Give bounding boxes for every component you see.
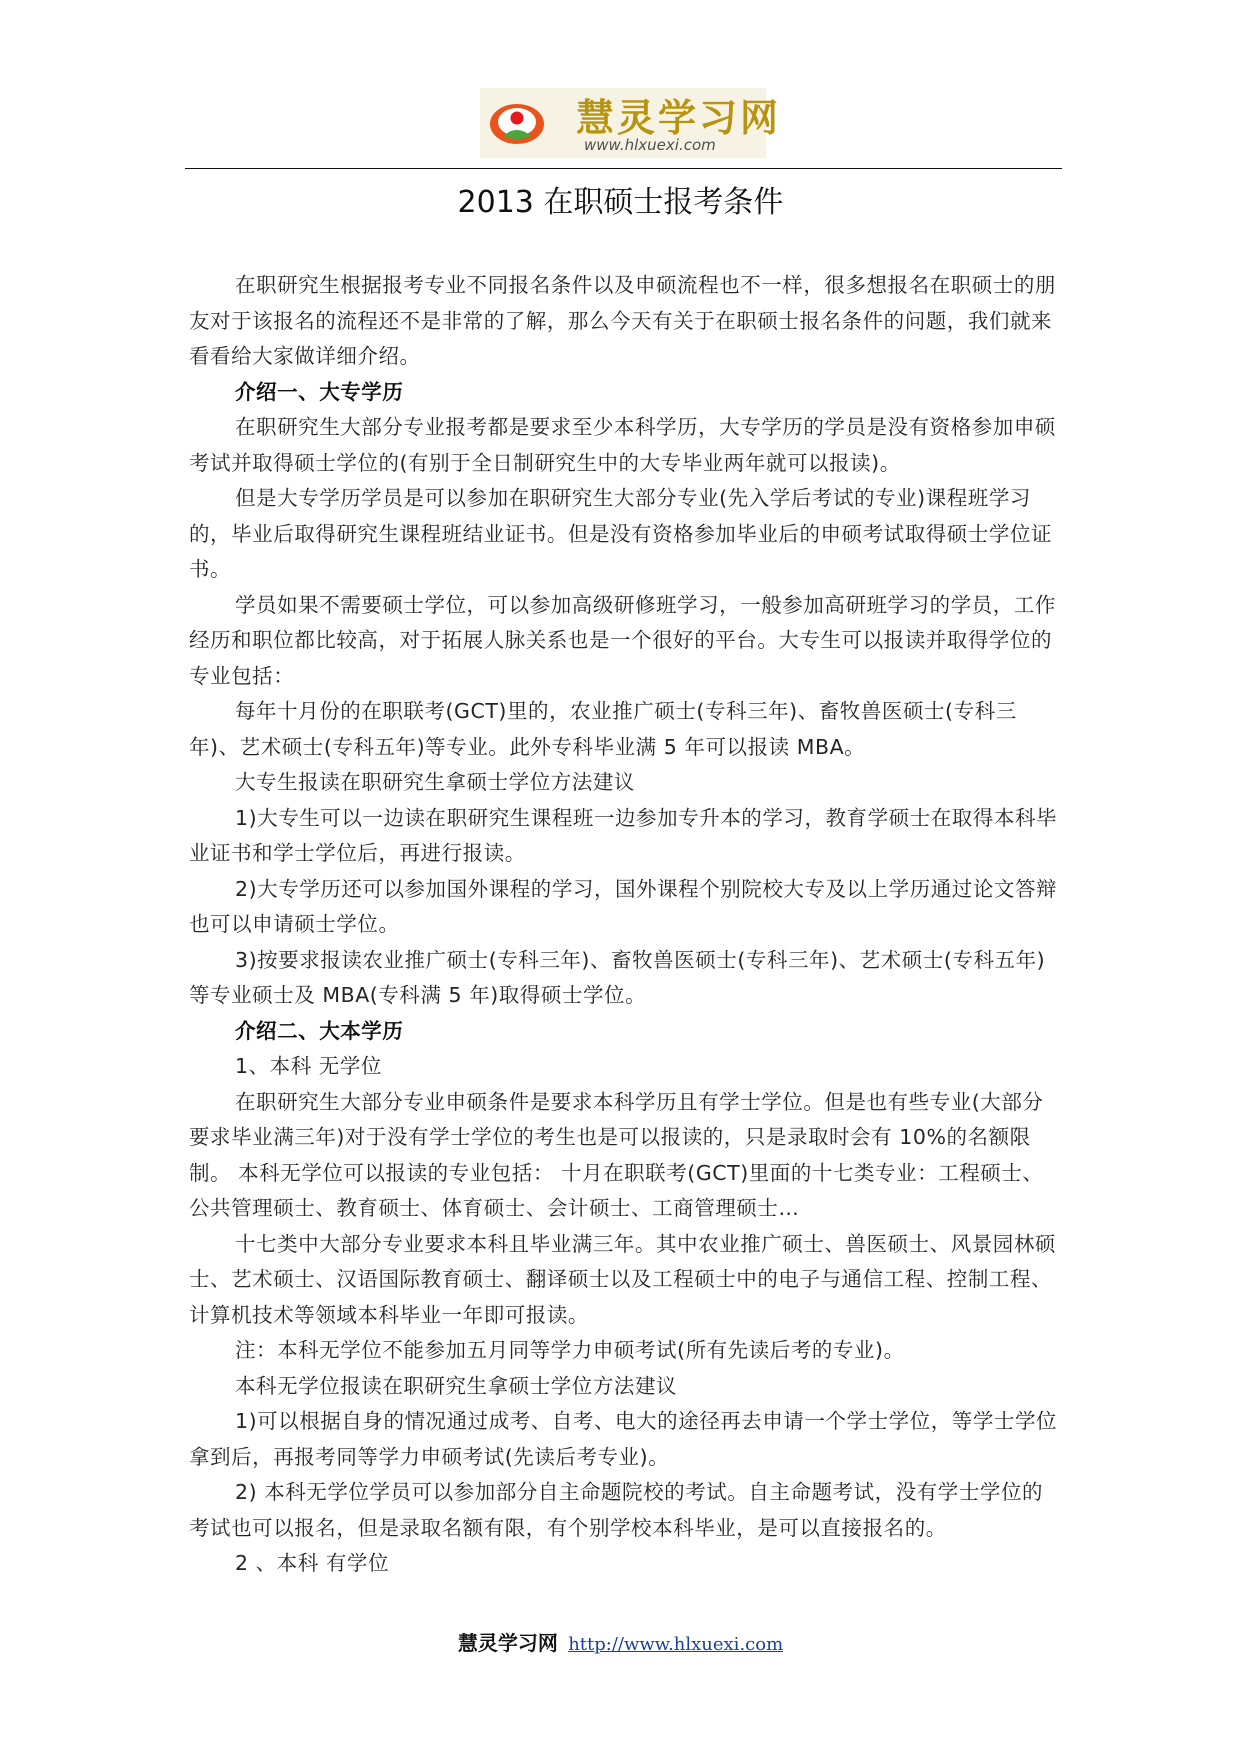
paragraph: 本科无学位报读在职研究生拿硕士学位方法建议 xyxy=(235,1373,678,1398)
person-logo-icon xyxy=(488,102,546,146)
paragraph: 大专生报读在职研究生拿硕士学位方法建议 xyxy=(235,770,635,794)
paragraph: 但是大专学历学员是可以参加在职研究生大部分专业(先入学后考试的专业)课程班学习的，毕业后取得研究生课程班结业证书。但是没有资格参加毕业后的申硕考试取得硕士学位证书。 xyxy=(189,486,1053,581)
logo-text: 慧灵学习网 xyxy=(576,95,782,140)
footer-link[interactable]: http://www.hlxuexi.com xyxy=(568,1634,784,1655)
paragraph: 每年十月份的在职联考(GCT)里的，农业推广硕士(专科三年)、畜牧兽医硕士(专科三年)、艺术硕士(专科五年)等专业。此外专科毕业满 5 年可以报读 MBA。 xyxy=(189,699,1017,759)
page-footer xyxy=(0,1628,1241,1660)
paragraph: 学员如果不需要硕士学位，可以参加高级研修班学习，一般参加高研班学习的学员，工作经历和职位都比较高，对于拓展人脉关系也是一个很好的平台。大专生可以报读并取得学位的专业包括： xyxy=(189,592,1056,688)
site-logo xyxy=(480,88,782,158)
paragraph: 十七类中大部分专业要求本科且毕业满三年。其中农业推广硕士、兽医硕士、风景园林硕士、艺术硕士、汉语国际教育硕士、翻译硕士以及工程硕士中的电子与通信工程、控制工程、计算机技术等领域本科毕业一年即可报读。 xyxy=(189,1231,1056,1327)
paragraph: 在职研究生大部分专业申硕条件是要求本科学历且有学士学位。但是也有些专业(大部分要求毕业满三年)对于没有学士学位的考生也是可以报读的，只是录取时会有 10%的名额限制。 本科无学位可以报读的专业包括： 十月在职联考(GCT)里面的十七类专业：工程硕士、公共管理硕士、教育硕士、体育硕士、会计硕士、工商管理硕士… xyxy=(189,1089,1044,1220)
paragraph: 2) 本科无学位学员可以参加部分自主命题院校的考试。自主命题考试，没有学士学位的考试也可以报名，但是录取名额有限，有个别学校本科毕业，是可以直接报名的。 xyxy=(189,1480,1044,1540)
paragraph: 3)按要求报读农业推广硕士(专科三年)、畜牧兽医硕士(专科三年)、艺术硕士(专科五年)等专业硕士及 MBA(专科满 5 年)取得硕士学位。 xyxy=(189,947,1046,1007)
footer-site-name: 慧灵学习网 xyxy=(457,1631,558,1655)
paragraph: 在职研究生根据报考专业不同报名条件以及申硕流程也不一样，很多想报名在职硕士的朋友对于该报名的流程还不是非常的了解，那么今天有关于在职硕士报名条件的问题，我们就来看看给大家做详细介绍。 xyxy=(189,273,1056,368)
paragraph: 介绍一、大专学历 xyxy=(235,379,404,404)
document-title: 2013 在职硕士报考条件 xyxy=(457,185,784,220)
document-body xyxy=(189,268,1059,1582)
paragraph: 注：本科无学位不能参加五月同等学力申硕考试(所有先读后考的专业)。 xyxy=(235,1338,905,1362)
paragraph: 1、本科 无学位 xyxy=(235,1054,382,1078)
paragraph: 1)大专生可以一边读在职研究生课程班一边参加专升本的学习，教育学硕士在取得本科毕业证书和学士学位后，再进行报读。 xyxy=(189,805,1058,865)
paragraph: 2)大专学历还可以参加国外课程的学习，国外课程个别院校大专及以上学历通过论文答辩也可以申请硕士学位。 xyxy=(189,876,1058,936)
paragraph: 2 、本科 有学位 xyxy=(235,1551,390,1575)
paragraph: 介绍二、大本学历 xyxy=(235,1018,404,1043)
paragraph: 在职研究生大部分专业报考都是要求至少本科学历，大专学历的学员是没有资格参加申硕考试并取得硕士学位的(有别于全日制研究生中的大专毕业两年就可以报读)。 xyxy=(189,415,1056,475)
logo-url: www.hlxuexi.com xyxy=(584,136,716,154)
header-divider xyxy=(185,168,1062,169)
paragraph: 1)可以根据自身的情况通过成考、自考、电大的途径再去申请一个学士学位，等学士学位拿到后，再报考同等学力申硕考试(先读后考专业)。 xyxy=(189,1409,1058,1469)
